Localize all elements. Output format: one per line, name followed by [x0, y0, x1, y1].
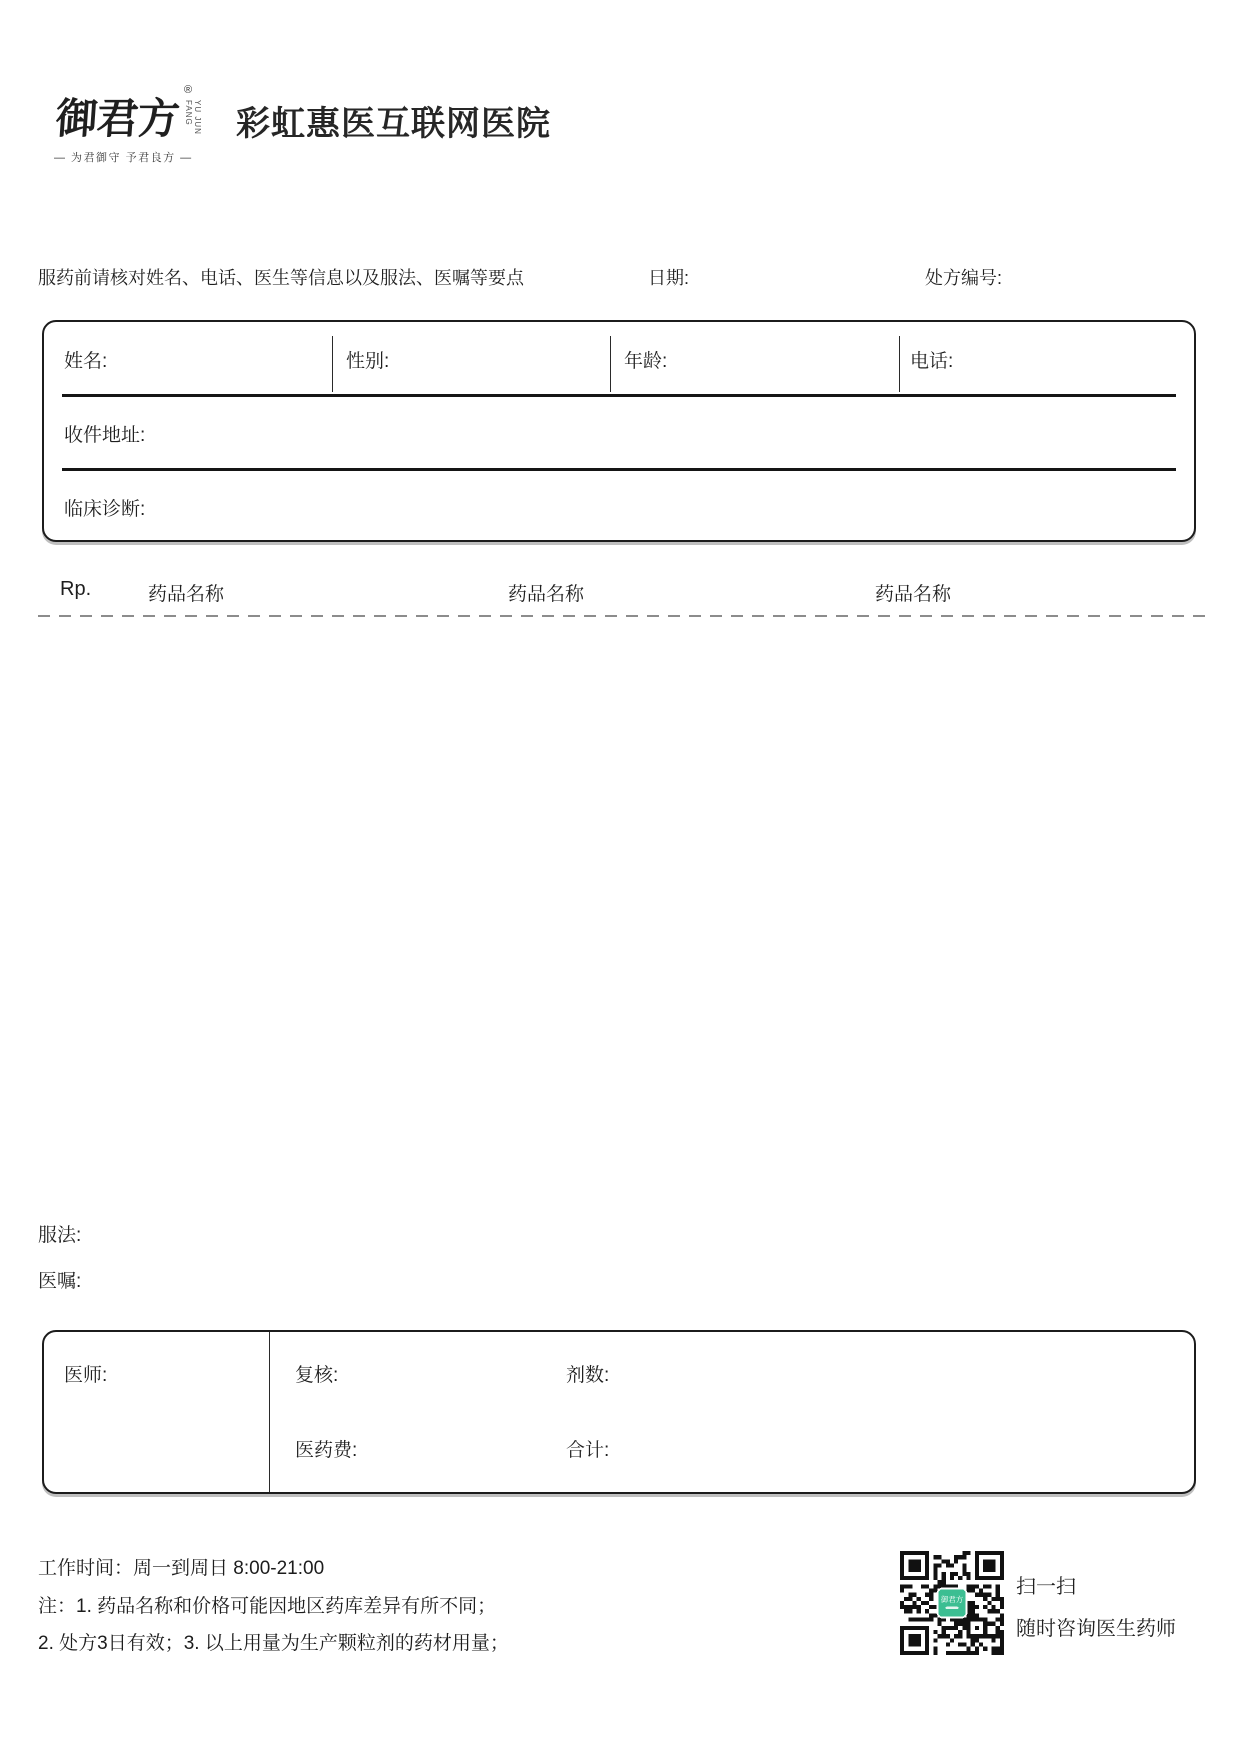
date-label: 日期:	[648, 268, 690, 288]
registered-trademark-icon: ®	[184, 84, 193, 96]
brand-logo-text: 御君方	[54, 94, 181, 143]
drug-name-column-header: 药品名称	[148, 584, 225, 605]
brand-logo-pinyin: YU JUN FANG	[184, 100, 202, 135]
address-field-label: 收件地址:	[64, 425, 146, 446]
diagnosis-field-label: 临床诊断:	[64, 499, 146, 520]
scan-title: 扫一扫	[1016, 1576, 1076, 1598]
field-divider	[610, 336, 611, 392]
gender-field-label: 性别:	[346, 351, 390, 372]
review-field-label: 复核:	[295, 1365, 339, 1386]
rp-label: Rp.	[60, 578, 92, 600]
work-time-note: 工作时间：周一到周日 8:00-21:00	[38, 1558, 325, 1579]
rx-number-label: 处方编号:	[925, 268, 1003, 288]
doses-field-label: 剂数:	[566, 1365, 610, 1386]
qr-code	[900, 1551, 1004, 1655]
hospital-title: 彩虹惠医互联网医院	[236, 105, 551, 143]
cell-divider	[269, 1332, 270, 1492]
row-divider	[62, 394, 1176, 397]
usage-label: 服法:	[38, 1225, 82, 1246]
field-divider	[899, 336, 900, 392]
note-line-2: 2. 处方3日有效；3. 以上用量为生产颗粒剂的药材用量；	[38, 1633, 509, 1654]
scan-description: 随时咨询医生药师	[1016, 1618, 1176, 1640]
doctor-field-label: 医师:	[64, 1365, 108, 1386]
brand-tagline: — 为君御守 予君良方 —	[54, 152, 193, 164]
phone-field-label: 电话:	[910, 351, 954, 372]
row-divider	[62, 468, 1176, 471]
name-field-label: 姓名:	[64, 351, 108, 372]
pre-check-notice: 服药前请核对姓名、电话、医生等信息以及服法、医嘱等要点	[38, 268, 524, 288]
dashed-separator	[38, 615, 1206, 617]
drug-name-column-header: 药品名称	[508, 584, 585, 605]
signature-box	[42, 1330, 1196, 1494]
age-field-label: 年龄:	[624, 351, 668, 372]
total-field-label: 合计:	[566, 1440, 610, 1461]
note-line-1: 注：1. 药品名称和价格可能因地区药库差异有所不同；	[38, 1596, 497, 1617]
qr-center-label: 御君方	[940, 1595, 964, 1605]
patient-info-box	[42, 320, 1196, 542]
advice-label: 医嘱:	[38, 1271, 82, 1292]
field-divider	[332, 336, 333, 392]
fee-field-label: 医药费:	[295, 1440, 358, 1461]
drug-name-column-header: 药品名称	[875, 584, 952, 605]
